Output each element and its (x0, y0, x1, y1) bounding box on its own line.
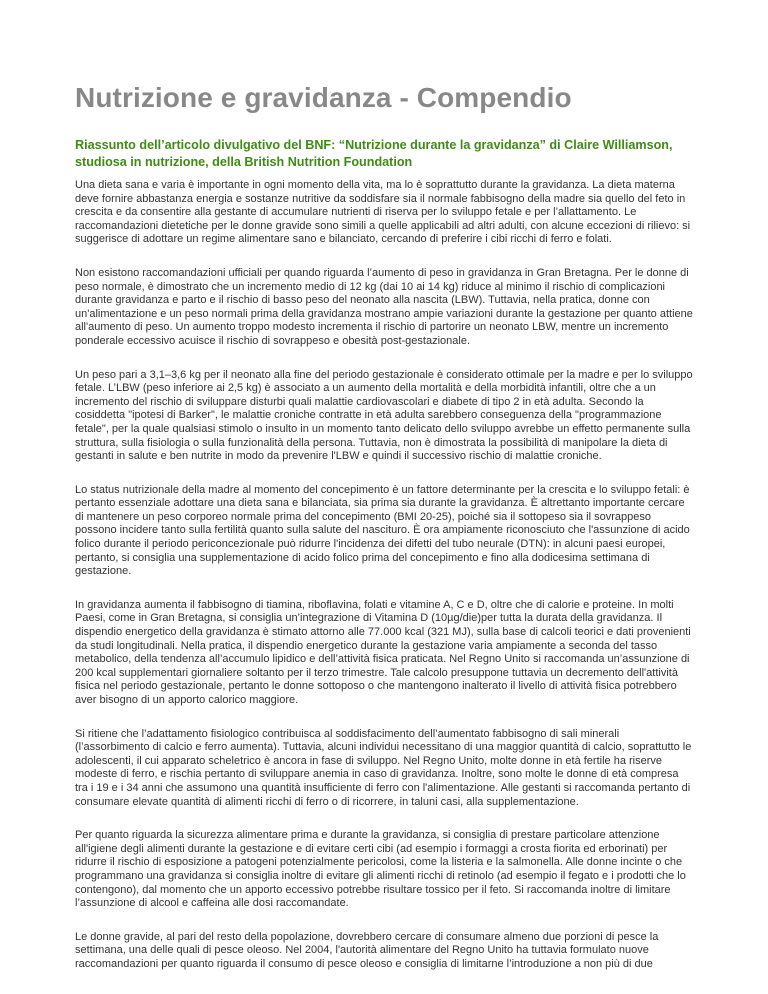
paragraph: Lo status nutrizionale della madre al momento del concepimento è un fattore determinante per la crescita e lo sviluppo fetali: è pertanto essenziale adottare una dieta sana e bilanciata, sia prima sia durante la gravidanza. È altrettanto importante cercare di mantenere un peso corporeo normale prima del concepimento (BMI 20-25), poiché sia il sottopeso sia il sovrappeso possono incidere tanto sulla fertilità quanto sulla salute del nascituro. È ora ampiamente riconosciuto che l'assunzione di acido folico durante il periodo periconcezionale può ridurre l'incidenza dei difetti del tubo neurale (DTN): in alcuni paesi europei, pertanto, si consiglia una supplementazione di acido folico prima del concepimento e fino alla dodicesima settimana di gestazione. (75, 483, 690, 578)
article-body (75, 179, 693, 992)
page-title: Nutrizione e gravidanza - Compendio (75, 82, 572, 113)
paragraph: Per quanto riguarda la sicurezza alimentare prima e durante la gravidanza, si consiglia di prestare particolare attenzione all'igiene degli alimenti durante la gestazione e di evitare certi cibi (ad esempio i formaggi a crosta fiorita ed erborinati) per ridurre il rischio di esposizione a patogeni potenzialmente pericolosi, come la listeria e la salmonella. Alle donne incinte o che programmano una gravidanza si consiglia inoltre di evitare gli alimenti ricchi di retinolo (ad esempio il fegato e i prodotti che lo contengono), dal momento che un apporto eccessivo potrebbe risultare tossico per il feto. Si raccomanda inoltre di limitare l’assunzione di alcool e caffeina alle dosi raccomandate. (75, 829, 686, 910)
article-subtitle: Riassunto dell’articolo divulgativo del BNF: “Nutrizione durante la gravidanza” di Claire Williamson, studiosa in nutrizione, della British Nutrition Foundation (75, 138, 673, 169)
paragraph: Si ritiene che l’adattamento fisiologico contribuisca al soddisfacimento dell’aumentato fabbisogno di sali minerali (l’assorbimento di calcio e ferro aumenta). Tuttavia, alcuni individui necessitano di una maggior quantità di calcio, soprattutto le adolescenti, il cui apparato scheletrico è ancora in fase di sviluppo. Nel Regno Unito, molte donne in età fertile ha riserve modeste di ferro, e rischia pertanto di sviluppare anemia in caso di gravidanza. Inoltre, sono molte le donne di età compresa tra i 19 e i 34 anni che assumono una quantità insufficiente di ferro con l'alimentazione. Alle gestanti si raccomanda pertanto di consumare elevate quantità di alimenti ricchi di ferro o di ricorrere, in taluni casi, alla supplementazione. (75, 727, 692, 808)
paragraph: In gravidanza aumenta il fabbisogno di tiamina, riboflavina, folati e vitamine A, C e D, oltre che di calorie e proteine. In molti Paesi, come in Gran Bretagna, si consiglia un’integrazione di Vitamina D (10µg/die)per tutta la durata della gravidanza. Il dispendio energetico della gravidanza è stimato attorno alle 77.000 kcal (321 MJ), sulla base di calcoli teorici e dati provenienti da studi longitudinali. Nella pratica, il dispendio energetico durante la gestazione varia ampiamente a seconda del tasso metabolico, della tendenza all’accumulo lipidico e dell’attività fisica praticata. Nel Regno Unito si raccomanda un’assunzione di 200 kcal supplementari giornaliere soltanto per il terzo trimestre. Tale calcolo presuppone tuttavia un decremento dell'attività fisica nel periodo gestazionale, pertanto le donne sottoposo o che mantengono inalterato il livello di attività fisica potrebbero aver bisogno di un apporto calorico maggiore. (75, 598, 691, 706)
paragraph: Un peso pari a 3,1–3,6 kg per il neonato alla fine del periodo gestazionale è considerato ottimale per la madre e per lo sviluppo fetale. L’LBW (peso inferiore ai 2,5 kg) è associato a un aumento della mortalità e della morbidità infantili, oltre che a un incremento del rischio di sviluppare disturbi quali malattie cardiovascolari e diabete di tipo 2 in età adulta. Secondo la cosiddetta "ipotesi di Barker", le malattie croniche contratte in età adulta sarebbero conseguenza della "programmazione fetale", per la quale qualsiasi stimolo o insulto in un momento tanto delicato dello sviluppo avrebbe un effetto permanente sulla struttura, sulla fisiologia o sulla funzionalità della persona. Tuttavia, non è dimostrata la possibilità di manipolare la dieta di gestanti in salute e ben nutrite in modo da prevenire l'LBW e quindi il successivo rischio di malattie croniche. (75, 368, 693, 463)
paragraph: Una dieta sana e varia è importante in ogni momento della vita, ma lo è soprattutto durante la gravidanza. La dieta materna deve fornire abbastanza energia e sostanze nutritive da soddisfare sia il normale fabbisogno della madre sia quello del feto in crescita e da consentire alla gestante di accumulare nutrienti di riserva per lo sviluppo fetale e per l’allattamento. Le raccomandazioni dietetiche per le donne gravide sono simili a quelle applicabili ad altri adulti, con alcune eccezioni di rilievo: si suggerisce di adottare un regime alimentare sano e bilanciato, cercando di preferire i cibi ricchi di ferro e folati. (75, 179, 691, 246)
paragraph: Non esistono raccomandazioni ufficiali per quando riguarda l’aumento di peso in gravidanza in Gran Bretagna. Per le donne di peso normale, è dimostrato che un incremento medio di 12 kg (dai 10 ai 14 kg) riduce al minimo il rischio di complicazioni durante gravidanza e parto e il rischio di basso peso del neonato alla nascita (LBW). Tuttavia, nella pratica, donne con un'alimentazione e un peso normali prima della gravidanza mostrano ampie variazioni durante la gestazione per quanto attiene all'aumento di peso. Un aumento troppo modesto incrementa il rischio di partorire un neonato LBW, mentre un incremento ponderale eccessivo acuisce il rischio di sovrappeso e obesità post-gestazionale. (75, 266, 693, 347)
paragraph: Le donne gravide, al pari del resto della popolazione, dovrebbero cercare di consumare almeno due porzioni di pesce la settimana, una delle quali di pesce oleoso. Nel 2004, l'autorità alimentare del Regno Unito ha tuttavia formulato nuove raccomandazioni per quanto riguarda il consumo di pesce oleoso e consiglia di limitarne l’introduzione a non più di due (75, 930, 659, 970)
